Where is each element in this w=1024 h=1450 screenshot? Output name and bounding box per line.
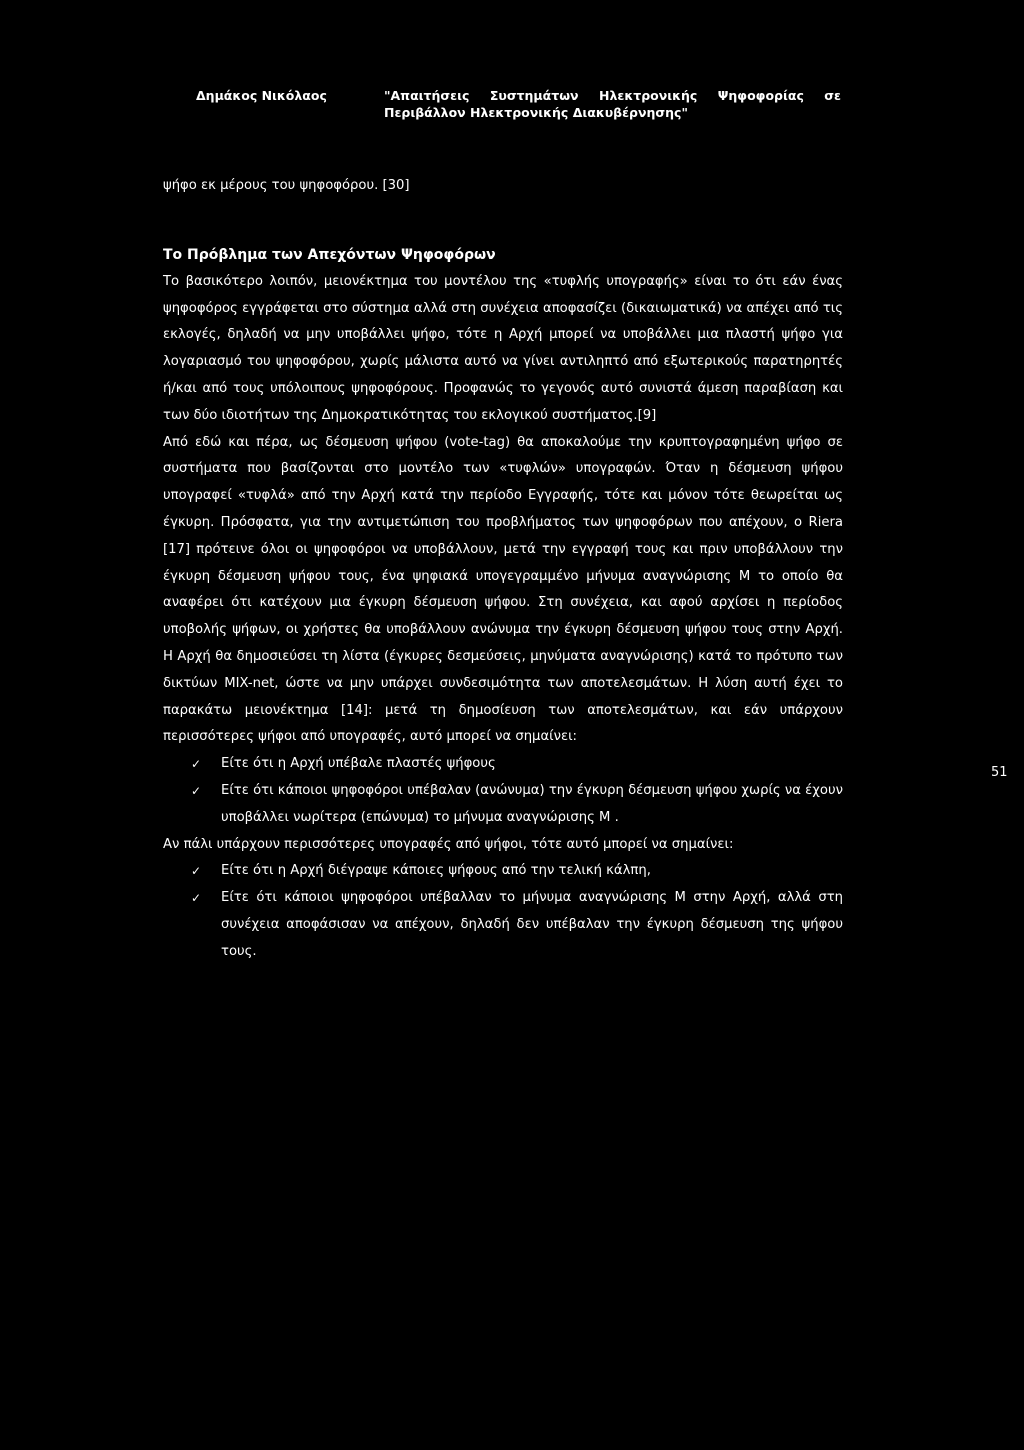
paragraph-2: Από εδώ και πέρα, ως δέσμευση ψήφου (vote-tag) θα αποκαλούμε την κρυπτογραφημένη ψήφο σε συστήματα που βασίζονται στο μοντέλο των «τυφλών» υπογραφών. Όταν η δέσμευση ψήφου υπογραφεί «τυφλά» από την Αρχή κατά την περίοδο Εγγραφής, τότε και μόνον τότε θεωρείται ως έγκυρη. Πρόσφατα, για την αντιμετώπιση του προβλήματος των ψηφοφόρων που απέχουν, ο Riera [17] πρότεινε όλοι οι ψηφοφόροι να υποβάλλουν, μετά την εγγραφή τους και πριν υποβάλλουν την έγκυρη δέσμευση ψήφου τους, ένα ψηφιακά υπογεγραμμένο μήνυμα αναγνώρισης Μ το οποίο θα αναφέρει ότι κατέχουν μια έγκυρη δέσμευση ψήφου. Στη συνέχεια, και αφού αρχίσει η περίοδος υποβολής ψήφων, οι χρήστες θα υποβάλλουν ανώνυμα την έγκυρη δέσμευση ψήφου τους στην Αρχή. Η Αρχή θα δημοσιεύσει τη λίστα (έγκυρες δεσμεύσεις, μηνύματα αναγνώρισης) κατά το πρότυπο των δικτύων MIX-net, ώστε να μην υπάρχει συνδεσιμότητα των αποτελεσμάτων. Η λύση αυτή έχει το παρακάτω μειονέκτημα [14]: μετά τη δημοσίευση των αποτελεσμάτων, και εάν υπάρχουν περισσότερες ψήφοι από υπογραφές, αυτό μπορεί να σημαίνει:	[163, 434, 843, 745]
page-content	[163, 173, 1008, 966]
checkmark-icon: ✓	[191, 891, 202, 906]
paragraph-1: Το βασικότερο λοιπόν, μειονέκτημα του μοντέλου της «τυφλής υπογραφής» είναι το ότι εάν ένας ψηφοφόρος εγγράφεται στο σύστημα αλλά στη συνέχεια αποφασίζει (δικαιωματικά) να απέχει από τις εκλογές, δηλαδή να μην υποβάλλει ψήφο, τότε η Αρχή μπορεί να υποβάλλει μια πλαστή ψήφο για λογαριασμό του ψηφοφόρου, χωρίς μάλιστα αυτό να γίνει αντιληπτό από εξωτερικούς παρατηρητές ή/και από τους υπόλοιπους ψηφοφόρους. Προφανώς το γεγονός αυτό συνιστά άμεση παραβίαση και των δύο ιδιοτήτων της Δημοκρατικότητας του εκλογικού συστήματος.[9]	[163, 273, 843, 423]
list-item	[163, 885, 843, 965]
paragraph-3: Αν πάλι υπάρχουν περισσότερες υπογραφές από ψήφοι, τότε αυτό μπορεί να σημαίνει:	[163, 836, 734, 852]
checkmark-icon: ✓	[191, 864, 202, 879]
list-item-text: Είτε ότι η Αρχή διέγραψε κάποιες ψήφους από την τελική κάλπη,	[221, 863, 651, 879]
list-item-text: Είτε ότι κάποιοι ψηφοφόροι υπέβαλλαν το μήνυμα αναγνώρισης Μ στην Αρχή, αλλά στη συνέχεια αποφάσισαν να απέχουν, δηλαδή δεν υπέβαλαν την έγκυρη δέσμευση της ψήφου τους.	[221, 890, 843, 959]
list-item-text: Είτε ότι κάποιοι ψηφοφόροι υπέβαλαν (ανώνυμα) την έγκυρη δέσμευση ψήφου χωρίς να έχουν υποβάλλει νωρίτερα (επώνυμα) το μήνυμα αναγνώρισης Μ .	[221, 782, 843, 825]
header-author: Δημάκος Νικόλαος	[196, 88, 327, 103]
checkmark-icon: ✓	[191, 783, 202, 798]
header-title: "Απαιτήσεις Συστημάτων Ηλεκτρονικής Ψηφοφορίας σε Περιβάλλον Ηλεκτρονικής Διακυβέρνησης"	[384, 88, 841, 120]
section-heading: Το Πρόβλημα των Απεχόντων Ψηφοφόρων	[163, 246, 496, 263]
list-item-text: Είτε ότι η Αρχή υπέβαλε πλαστές ψήφους	[221, 756, 496, 772]
list-item	[163, 778, 843, 832]
page-number-label: 51	[991, 765, 1008, 780]
list-item	[163, 858, 843, 885]
checklist-1	[163, 751, 843, 831]
checkmark-icon: ✓	[191, 757, 202, 772]
checklist-2	[163, 858, 843, 965]
continuation-text: ψήφο εκ μέρους του ψηφοφόρου. [30]	[163, 178, 410, 193]
list-item	[163, 751, 843, 778]
